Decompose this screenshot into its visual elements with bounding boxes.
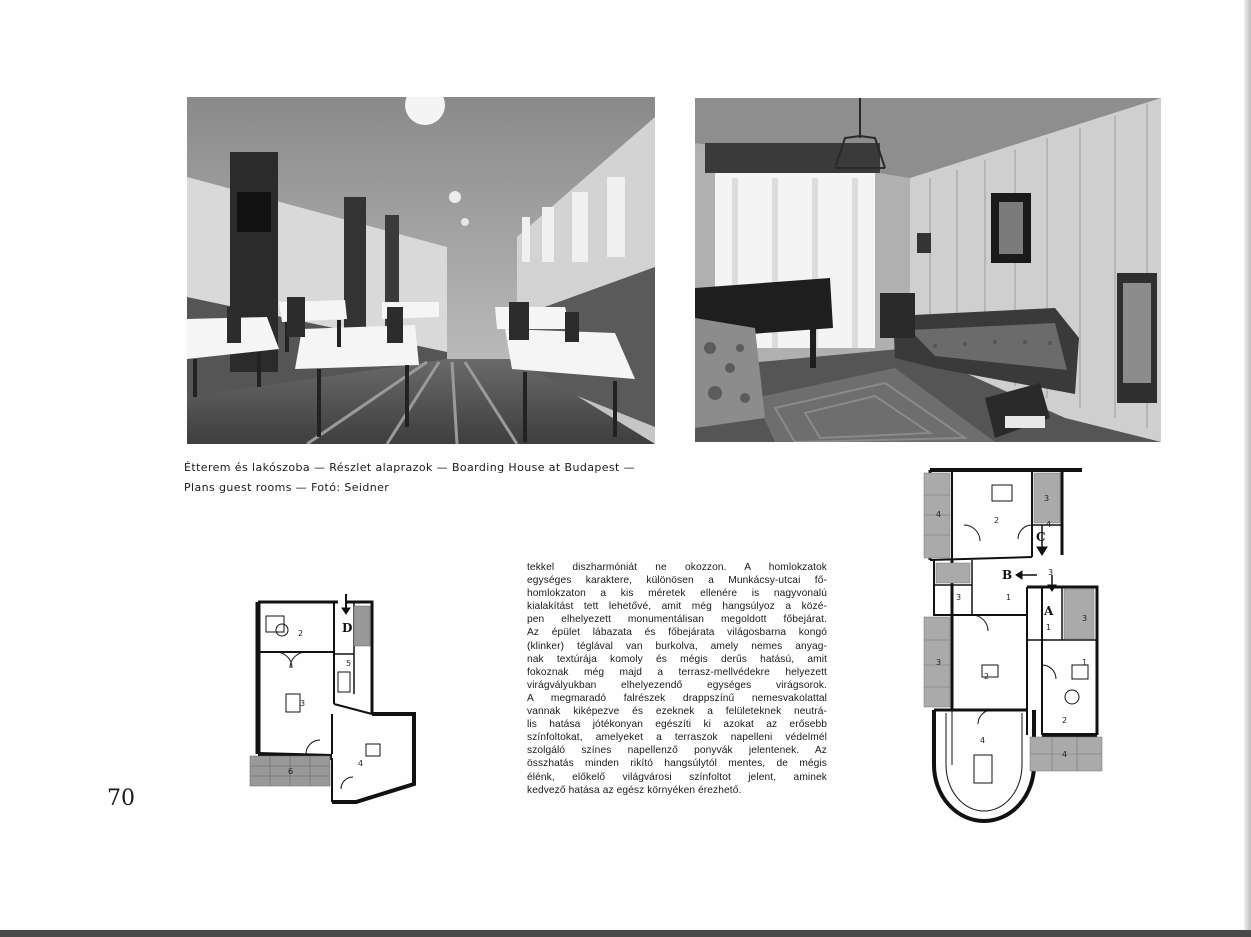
room-label: 3 bbox=[1048, 568, 1054, 577]
plan-letter-b: B bbox=[1002, 568, 1013, 582]
text-line: tekkel diszharmóniát ne okozzon. A homlokzatok bbox=[527, 562, 827, 573]
room-label: 3 bbox=[1082, 614, 1088, 623]
text-line: lis hatása jótékonyan egészíti ki azokat az erősebb bbox=[527, 719, 827, 731]
room-label: 1 bbox=[1006, 593, 1012, 602]
text-line: A megmaradó falrészek drappszínű nemesvakolattal bbox=[527, 692, 827, 704]
room-label: 2 bbox=[984, 672, 990, 681]
caption-line-2: Plans guest rooms — Fotó: Seidner bbox=[184, 481, 390, 494]
restaurant-photo bbox=[187, 97, 655, 444]
text-line: (klinker) téglával van burkolva, amely nemes anyag- bbox=[527, 640, 827, 652]
room-label: 3 bbox=[1044, 494, 1050, 503]
article-body-text bbox=[527, 561, 827, 811]
room-label: 4 bbox=[980, 736, 986, 745]
text-line: homlokzaton a kis méretek ellenére is nagyvonalú bbox=[527, 588, 827, 600]
text-line: egységes karaktere, különösen a Munkácsy-utcai fő- bbox=[527, 575, 827, 587]
room-label: 3 bbox=[300, 699, 306, 708]
text-line: kedvező hatása az egész környéken érezhető. bbox=[527, 784, 742, 796]
scan-bottom-bar bbox=[0, 930, 1251, 937]
text-line: szolgáló színes napellenző ponyvák jelentenek. Az bbox=[527, 745, 827, 757]
text-line: színfoltokat, amelyeket a terraszok napelleni védelmél bbox=[527, 732, 827, 744]
room-label: 1 bbox=[1046, 623, 1052, 632]
room-label: 2 bbox=[1062, 716, 1068, 725]
room-label: 4 bbox=[936, 510, 942, 519]
room-label: 2 bbox=[994, 516, 1000, 525]
room-label: 4 bbox=[358, 759, 364, 768]
room-label: 4 bbox=[1046, 520, 1052, 529]
plan-letter-c: C bbox=[1036, 530, 1046, 544]
living-room-photo bbox=[695, 98, 1161, 442]
text-line: fokoznak még majd a terrasz-mellvédekre helyezett bbox=[527, 666, 827, 678]
page-number: 70 bbox=[107, 786, 135, 811]
room-label: 2 bbox=[298, 629, 304, 638]
text-line: nak textúrája komoly és mégis derűs hatású, amit bbox=[527, 653, 827, 665]
text-line: vannak kiképezve és ezeknek a felületeknek neutrá- bbox=[527, 706, 827, 718]
text-line: pen elhelyezett monumentálisan megoldott főbejárat. bbox=[527, 614, 827, 626]
room-label: 3 bbox=[956, 593, 962, 602]
text-line: Az épület lábazata és főbejárata világosbarna kongó bbox=[527, 627, 827, 639]
plan-letter-d: D bbox=[342, 621, 353, 635]
caption-line-1: Étterem és lakószoba — Részlet alaprazok — Boarding House at Budapest — bbox=[184, 461, 636, 474]
floor-plan-d bbox=[246, 594, 416, 810]
room-label: 3 bbox=[936, 658, 942, 667]
text-line: összhatás minden rikító hangsúlytól mentes, de mégis bbox=[527, 758, 827, 770]
text-line: kialakítást tett lehetővé, amit még hangsúlyoz a közé- bbox=[527, 601, 827, 613]
room-label: 6 bbox=[288, 767, 294, 776]
scan-edge-shadow bbox=[1244, 0, 1251, 937]
room-label: 5 bbox=[346, 659, 352, 668]
text-line: élénk, előkelő világvárosi színfoltot jelent, aminek bbox=[527, 771, 827, 783]
plan-letter-a: A bbox=[1044, 604, 1054, 618]
room-label: 4 bbox=[1062, 750, 1068, 759]
room-label: 1 bbox=[1082, 658, 1088, 667]
floor-plan-abc bbox=[922, 465, 1114, 829]
photo-caption bbox=[184, 458, 654, 498]
text-line: virágvályukban elhelyezendő egységes virágsorok. bbox=[527, 679, 827, 691]
